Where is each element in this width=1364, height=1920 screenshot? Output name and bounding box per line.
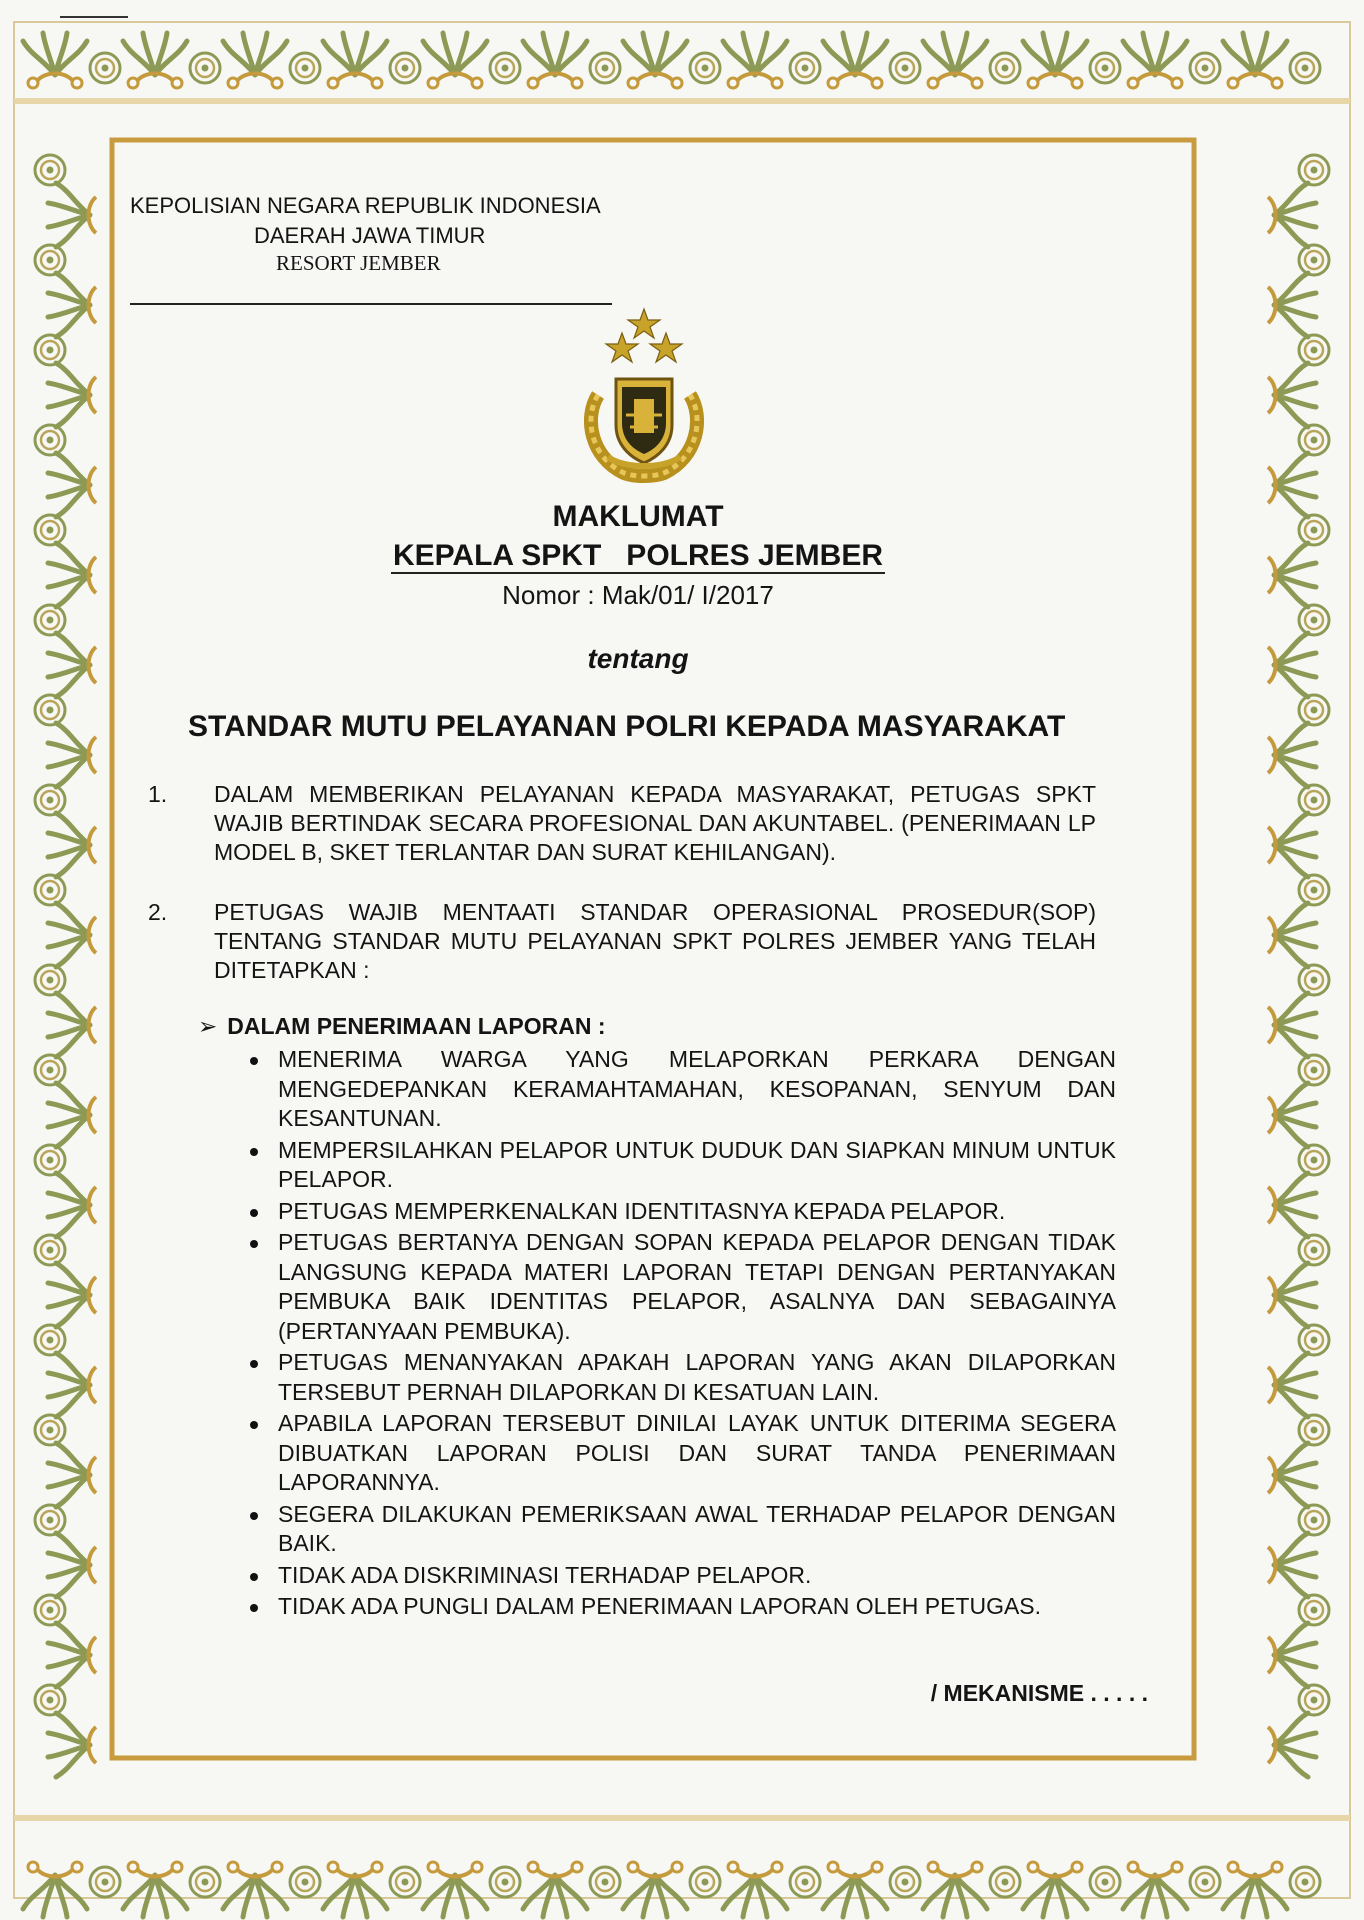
continuation-note: / MEKANISME . . . . . [930, 1680, 1148, 1706]
list-item-text: TIDAK ADA DISKRIMINASI TERHADAP PELAPOR. [278, 1561, 812, 1588]
bullet-dot-icon [250, 1512, 258, 1520]
document-subtitle [128, 539, 1148, 573]
document-title: MAKLUMAT [552, 500, 724, 533]
bullet-dot-icon [250, 1421, 258, 1429]
bullet-dot-icon [250, 1240, 258, 1248]
list-item [244, 1045, 1116, 1134]
list-item-text: MENERIMA WARGA YANG MELAPORKAN PERKARA DENGAN MENGEDEPANKAN KERAMAHTAMAHAN, KESOPANAN, SENYUM DAN KESANTUNAN. [278, 1046, 1116, 1131]
document-content [128, 165, 1148, 1735]
bullet-dot-icon [250, 1360, 258, 1368]
police-emblem-icon [564, 307, 724, 487]
list-item [244, 1561, 1116, 1591]
letterhead-line-3: RESORT JEMBER [276, 251, 441, 275]
document-subtitle-text: KEPALA SPKT POLRES JEMBER [392, 539, 884, 572]
tentang-label: tentang [587, 643, 689, 674]
scan-mark [60, 16, 128, 18]
list-item [244, 1197, 1116, 1227]
bullet-dot-icon [250, 1209, 258, 1217]
item-text: PETUGAS WAJIB MENTAATI STANDAR OPERASIONAL PROSEDUR(SOP) TENTANG STANDAR MUTU PELAYANAN SPKT POLRES JEMBER YANG TELAH DITETAPKAN : [214, 899, 1096, 983]
list-item-text: TIDAK ADA PUNGLI DALAM PENERIMAAN LAPORAN OLEH PETUGAS. [278, 1593, 1042, 1619]
item-number: 1. [148, 781, 168, 807]
list-item-text: PETUGAS MEMPERKENALKAN IDENTITASNYA KEPADA PELAPOR. [278, 1197, 1006, 1224]
letterhead-underline [130, 303, 612, 305]
section-heading-text: DALAM PENERIMAAN LAPORAN : [227, 1013, 606, 1039]
bullet-dot-icon [250, 1148, 258, 1156]
bullet-list [244, 1045, 1148, 1624]
list-item-text: PETUGAS BERTANYA DENGAN SOPAN KEPADA PELAPOR DENGAN TIDAK LANGSUNG KEPADA MATERI LAPORAN TETAPI DENGAN PERTANYAKAN PEMBUKA BAIK IDENTITAS PELAPOR, ASALNYA DAN SEBAGAINYA (PERTANYAAN PEMBUKA). [278, 1229, 1116, 1344]
bullet-dot-icon [250, 1057, 258, 1065]
letterhead-line-2: DAERAH JAWA TIMUR [254, 223, 486, 248]
document-number: Nomor : Mak/01/ I/2017 [502, 580, 774, 610]
list-item [244, 1592, 1116, 1622]
letterhead-line-1: KEPOLISIAN NEGARA REPUBLIK INDONESIA [130, 193, 601, 218]
section-heading [198, 1013, 606, 1040]
list-item-text: APABILA LAPORAN TERSEBUT DINILAI LAYAK UNTUK DITERIMA SEGERA DIBUATKAN LAPORAN POLISI DAN SURAT TANDA PENERIMAAN LAPORANNYA. [278, 1410, 1116, 1495]
list-item-text: PETUGAS MENANYAKAN APAKAH LAPORAN YANG AKAN DILAPORKAN TERSEBUT PERNAH DILAPORKAN DI KESATUAN LAIN. [278, 1349, 1116, 1405]
list-item-text: SEGERA DILAKUKAN PEMERIKSAAN AWAL TERHADAP PELAPOR DENGAN BAIK. [278, 1500, 1116, 1556]
item-number: 2. [148, 899, 168, 925]
list-item [244, 1136, 1116, 1195]
bullet-dot-icon [250, 1604, 258, 1612]
item-text: DALAM MEMBERIKAN PELAYANAN KEPADA MASYARAKAT, PETUGAS SPKT WAJIB BERTINDAK SECARA PROFESIONAL DAN AKUNTABEL. (PENERIMAAN LP MODEL B, SKET TERLANTAR DAN SURAT KEHILANGAN). [214, 781, 1096, 865]
list-item [244, 1500, 1116, 1559]
document-subject: STANDAR MUTU PELAYANAN POLRI KEPADA MASYARAKAT [188, 710, 1066, 743]
list-item-text: MEMPERSILAHKAN PELAPOR UNTUK DUDUK DAN SIAPKAN MINUM UNTUK PELAPOR. [278, 1136, 1116, 1192]
list-item [244, 1348, 1116, 1407]
list-item [244, 1228, 1116, 1346]
bullet-dot-icon [250, 1573, 258, 1581]
list-item [244, 1409, 1116, 1498]
arrow-bullet-icon: ➢ [198, 1013, 218, 1039]
